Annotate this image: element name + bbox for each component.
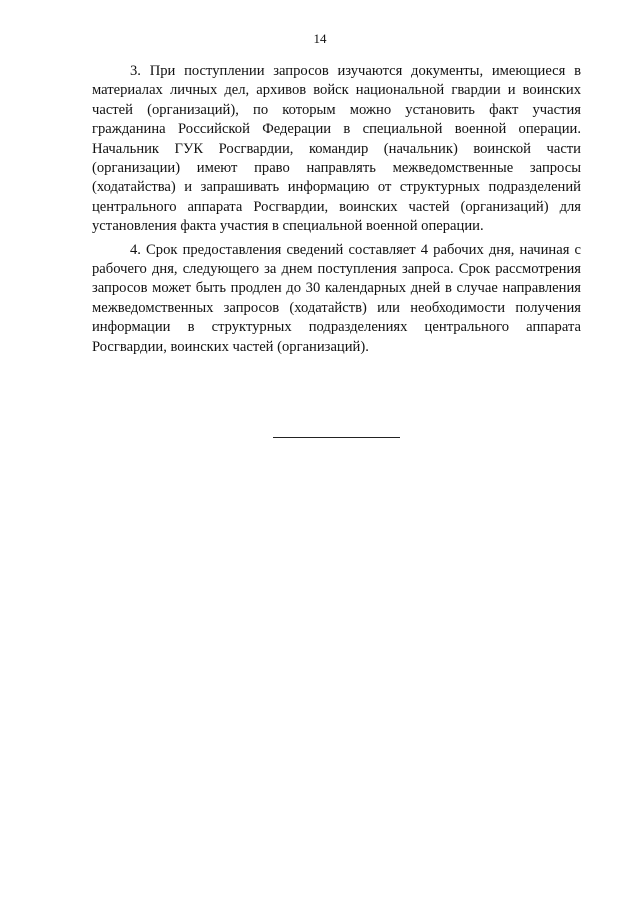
document-body bbox=[92, 62, 581, 361]
end-separator-line bbox=[273, 437, 400, 438]
paragraph-3: 3. При поступлении запросов изучаются документы, имеющиеся в материалах личных дел, архивов войск национальной гвардии и воинских частей (организаций), по которым можно установить факт участия гражданина Российской Федерации в специальной военной операции. Начальник ГУК Росгвардии, командир (начальник) воинской части (организации) имеют право направлять межведомственные запросы (ходатайства) и запрашивать информацию от структурных подразделений центрального аппарата Росгвардии, воинских частей (организаций) для установления факта участия в специальной военной операции. bbox=[92, 63, 581, 235]
page-number: 14 bbox=[313, 31, 327, 46]
paragraph-4: 4. Срок предоставления сведений составляет 4 рабочих дня, начиная с рабочего дня, следующего за днем поступления запроса. Срок рассмотрения запросов может быть продлен до 30 календарных дней в случае направления межведомственных запросов (ходатайств) или необходимости получения информации в структурных подразделениях центрального аппарата Росгвардии, воинских частей (организаций). bbox=[92, 241, 581, 355]
